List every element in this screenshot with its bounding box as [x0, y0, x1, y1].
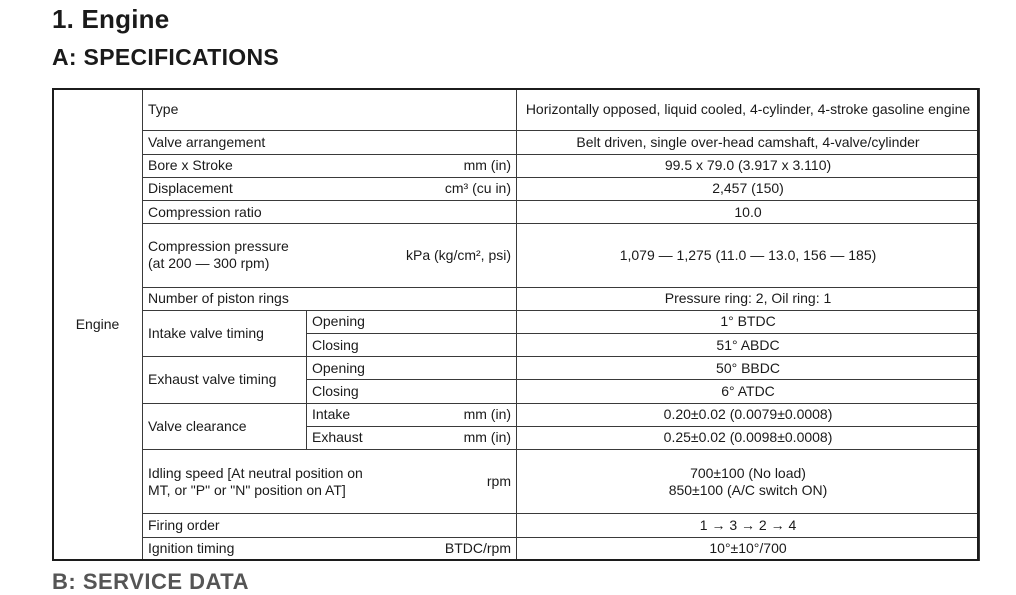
bore-stroke-unit: mm (in): [463, 157, 512, 174]
intake-closing-value: 51° ABDC: [517, 334, 980, 357]
clearance-exhaust-unit: mm (in): [463, 429, 512, 446]
valve-clearance-label: Valve clearance: [143, 403, 307, 449]
intake-closing-label: Closing: [307, 334, 517, 357]
firing-order-label: Firing order: [143, 514, 517, 537]
clearance-intake-value: 0.20±0.02 (0.0079±0.0008): [517, 403, 980, 426]
exhaust-closing-value: 6° ATDC: [517, 380, 980, 403]
type-label: Type: [143, 89, 517, 131]
ignition-timing-label: Ignition timing: [148, 540, 235, 557]
piston-rings-value: Pressure ring: 2, Oil ring: 1: [517, 287, 980, 310]
section-heading: 1. Engine: [52, 4, 170, 34]
clearance-intake-label: Intake: [312, 406, 351, 423]
compression-ratio-value: 10.0: [517, 200, 980, 223]
exhaust-opening-label: Opening: [307, 357, 517, 380]
intake-opening-label: Opening: [307, 310, 517, 333]
exhaust-opening-value: 50° BBDC: [517, 357, 980, 380]
next-section-heading-partial: B: SERVICE DATA: [52, 569, 249, 594]
ignition-timing-value: 10°±10°/700: [517, 537, 980, 560]
compression-pressure-label: Compression pressure (at 200 — 300 rpm): [148, 238, 289, 272]
clearance-exhaust-label: Exhaust: [312, 429, 363, 446]
idling-speed-label: Idling speed [At neutral position on MT, or "P" or "N" position on AT]: [148, 464, 363, 498]
valve-arrangement-value: Belt driven, single over-head camshaft, 4-valve/cylinder: [517, 131, 980, 154]
category-engine: Engine: [53, 89, 143, 561]
bore-stroke-value: 99.5 x 79.0 (3.917 x 3.110): [517, 154, 980, 177]
exhaust-closing-label: Closing: [307, 380, 517, 403]
clearance-intake-unit: mm (in): [463, 406, 512, 423]
displacement-label: Displacement: [148, 180, 233, 197]
idling-speed-unit: rpm: [486, 473, 512, 490]
table-outer-border: [52, 88, 979, 561]
type-value: Horizontally opposed, liquid cooled, 4-cylinder, 4-stroke gasoline engine: [517, 89, 980, 131]
subsection-heading: A: SPECIFICATIONS: [52, 44, 280, 70]
exhaust-timing-label: Exhaust valve timing: [143, 357, 307, 403]
compression-pressure-unit: kPa (kg/cm², psi): [406, 246, 512, 263]
intake-opening-value: 1° BTDC: [517, 310, 980, 333]
compression-ratio-label: Compression ratio: [143, 200, 517, 223]
valve-arrangement-label: Valve arrangement: [143, 131, 517, 154]
clearance-exhaust-value: 0.25±0.02 (0.0098±0.0008): [517, 426, 980, 449]
piston-rings-label: Number of piston rings: [143, 287, 517, 310]
ignition-timing-unit: BTDC/rpm: [444, 540, 512, 557]
idling-speed-value-1: 700±100 (No load): [690, 464, 806, 481]
intake-timing-label: Intake valve timing: [143, 310, 307, 356]
firing-order-value: 1 → 3 → 2 → 4: [517, 514, 980, 537]
displacement-unit: cm³ (cu in): [444, 180, 512, 197]
compression-pressure-value: 1,079 — 1,275 (11.0 — 13.0, 156 — 185): [517, 224, 980, 288]
displacement-value: 2,457 (150): [517, 177, 980, 200]
idling-speed-value-2: 850±100 (A/C switch ON): [668, 481, 828, 498]
bore-stroke-label: Bore x Stroke: [148, 157, 233, 174]
